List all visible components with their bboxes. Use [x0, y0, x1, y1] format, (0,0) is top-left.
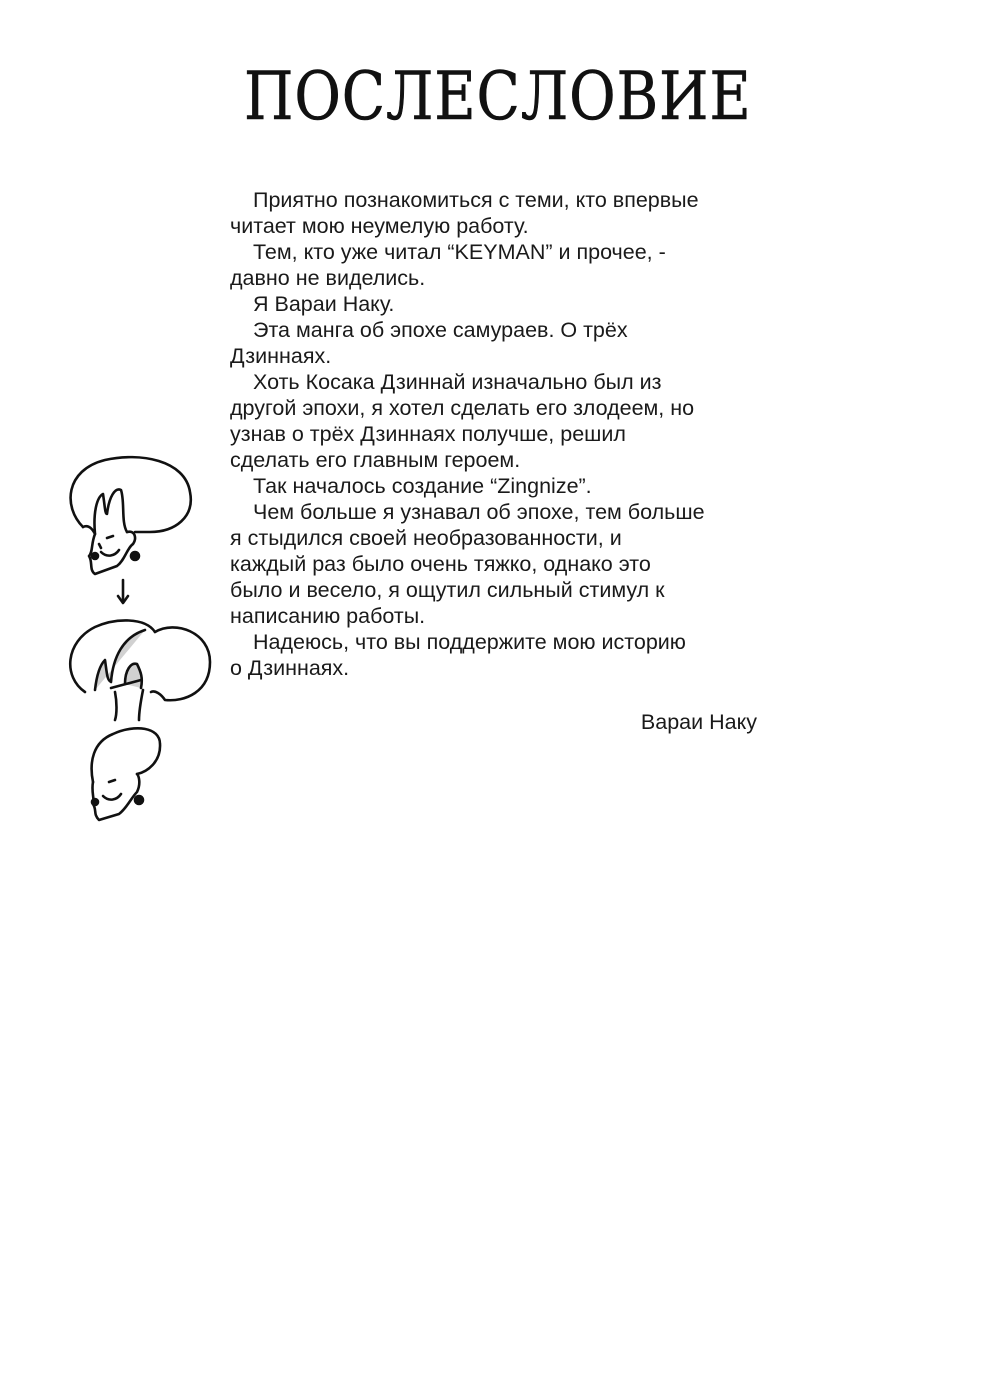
body-line: Хоть Косака Дзиннай изначально был из	[253, 370, 662, 394]
body-line: написанию работы.	[230, 604, 426, 628]
page-title: ПОСЛЕСЛОВИЕ	[244, 58, 752, 135]
body-line: Дзиннаях.	[230, 344, 332, 368]
afro-head-sketch	[71, 457, 191, 574]
down-arrow-icon	[118, 580, 128, 603]
body-line: Я Вараи Наку.	[253, 292, 395, 316]
body-line: о Дзиннаях.	[230, 656, 350, 680]
bald-head-sketch	[92, 728, 160, 820]
body-line: было и весело, я ощутил сильный стимул к	[230, 578, 665, 602]
body-line: Приятно познакомиться с теми, кто впервые	[253, 188, 699, 212]
body-line: я стыдился своей необразованности, и	[230, 526, 622, 550]
body-line: сделать его главным героем.	[230, 448, 521, 472]
afterword-body	[230, 187, 770, 681]
body-line: Надеюсь, что вы поддержите мою историю	[253, 630, 686, 654]
hair-transformation-sketch-icon	[55, 452, 215, 822]
body-line: Эта манга об эпохе самураев. О трёх	[253, 318, 628, 342]
body-line: давно не виделись.	[230, 266, 426, 290]
author-signature: Вараи Наку	[640, 710, 757, 734]
body-line: другой эпохи, я хотел сделать его злодеем, но	[230, 396, 695, 420]
body-line: Так началось создание “Zingnize”.	[253, 474, 592, 498]
body-line: узнав о трёх Дзиннаях получше, решил	[230, 422, 626, 446]
body-line: каждый раз было очень тяжко, однако это	[230, 552, 651, 576]
body-line: читает мою неумелую работу.	[230, 214, 529, 238]
splitting-hair-sketch	[70, 620, 210, 720]
body-line: Чем больше я узнавал об эпохе, тем больше	[253, 500, 705, 524]
body-line: Тем, кто уже читал “KEYMAN” и прочее, -	[253, 240, 666, 264]
